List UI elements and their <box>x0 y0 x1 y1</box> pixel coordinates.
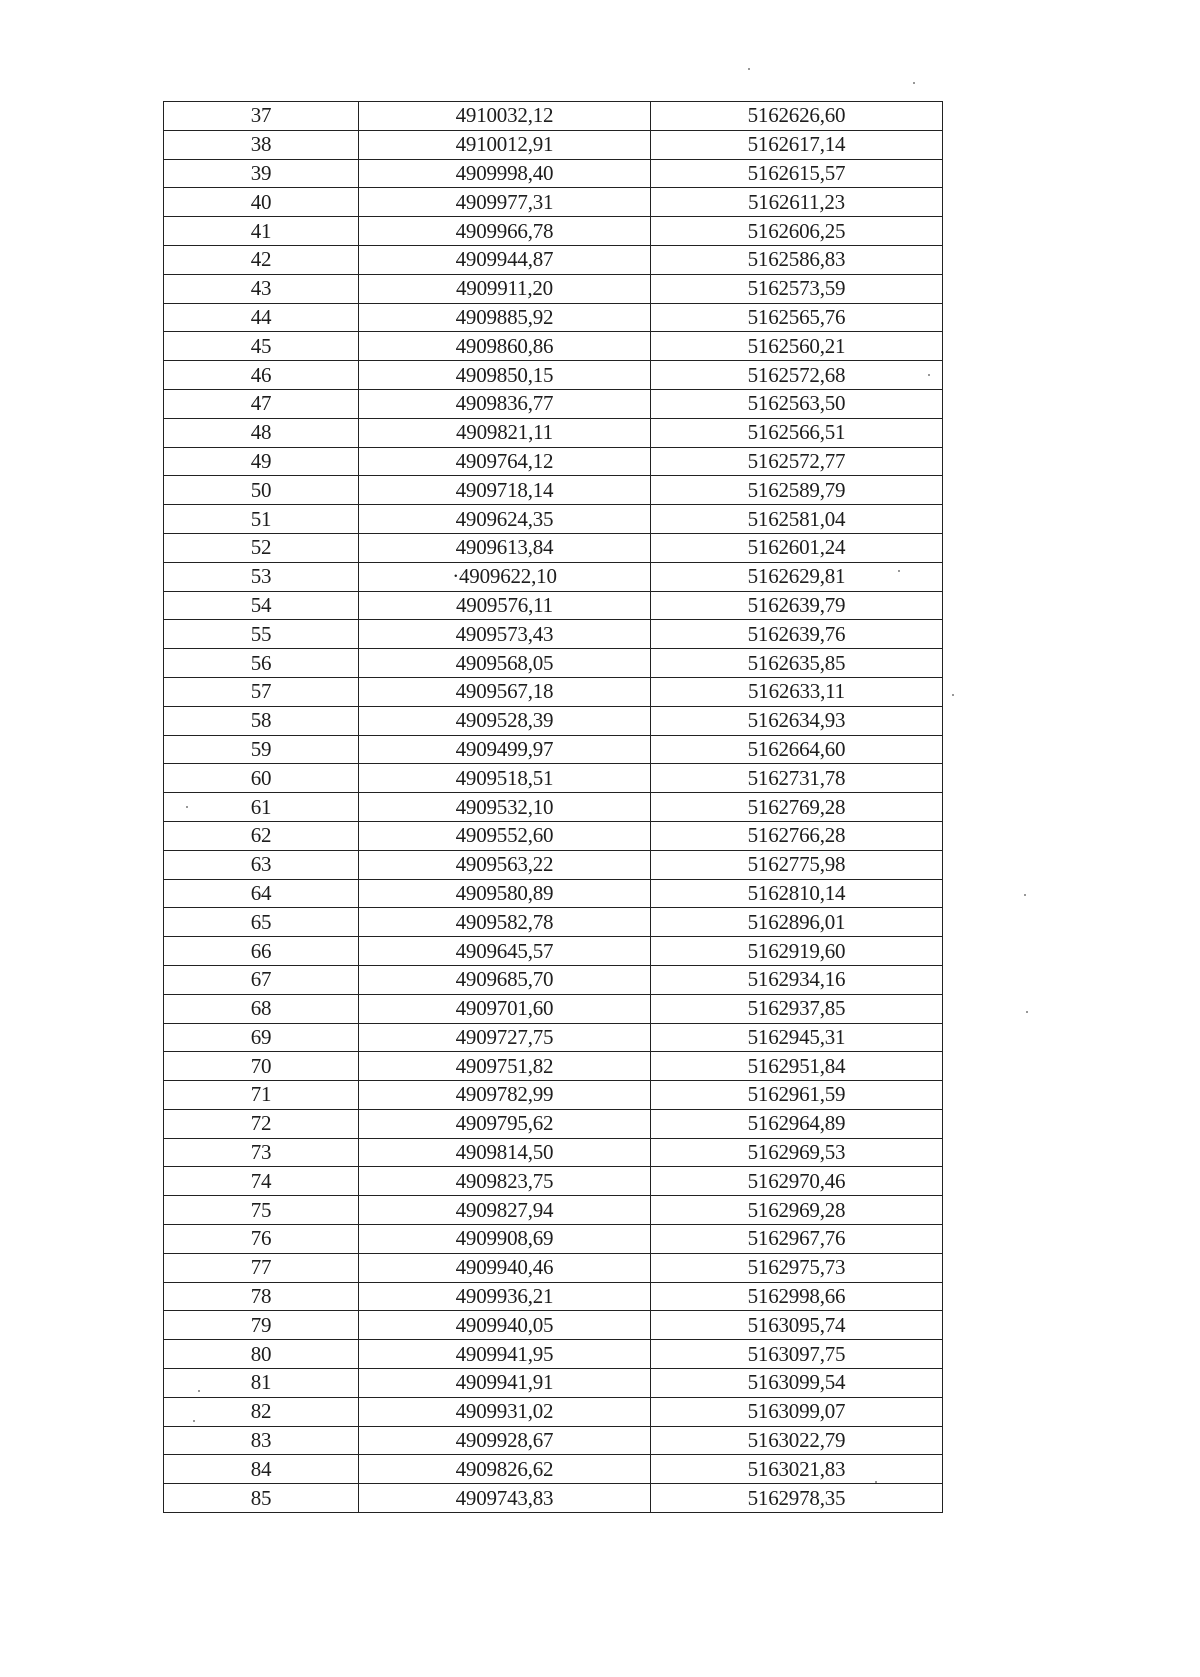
table-row <box>164 274 943 303</box>
table-row <box>164 735 943 764</box>
x-coordinate-cell: 4909977,31 <box>359 188 651 217</box>
point-number-cell: 62 <box>164 821 359 850</box>
x-coordinate-cell: 4909718,14 <box>359 476 651 505</box>
point-number-cell: 77 <box>164 1253 359 1282</box>
x-coordinate-cell: 4909645,57 <box>359 937 651 966</box>
table-row <box>164 1455 943 1484</box>
scan-speck <box>1026 1011 1028 1013</box>
point-number-cell: 82 <box>164 1397 359 1426</box>
x-coordinate-cell: 4909568,05 <box>359 649 651 678</box>
y-coordinate-cell: 5162937,85 <box>651 994 943 1023</box>
coordinates-table-body <box>164 102 943 1513</box>
point-number-cell: 42 <box>164 245 359 274</box>
point-number-cell: 75 <box>164 1196 359 1225</box>
coordinates-table <box>163 101 943 1513</box>
y-coordinate-cell: 5162934,16 <box>651 965 943 994</box>
y-coordinate-cell: 5162606,25 <box>651 217 943 246</box>
point-number-cell: 64 <box>164 879 359 908</box>
point-number-cell: 40 <box>164 188 359 217</box>
point-number-cell: 52 <box>164 533 359 562</box>
point-number-cell: 66 <box>164 937 359 966</box>
x-coordinate-cell: 4909908,69 <box>359 1225 651 1254</box>
x-coordinate-cell: 4909941,91 <box>359 1369 651 1398</box>
y-coordinate-cell: 5163099,54 <box>651 1369 943 1398</box>
x-coordinate-cell: 4909576,11 <box>359 591 651 620</box>
point-number-cell: 47 <box>164 389 359 418</box>
table-row <box>164 217 943 246</box>
point-number-cell: 57 <box>164 677 359 706</box>
point-number-cell: 70 <box>164 1052 359 1081</box>
point-number-cell: 38 <box>164 130 359 159</box>
x-coordinate-cell: 4909624,35 <box>359 505 651 534</box>
y-coordinate-cell: 5162635,85 <box>651 649 943 678</box>
y-coordinate-cell: 5162919,60 <box>651 937 943 966</box>
point-number-cell: 72 <box>164 1109 359 1138</box>
point-number-cell: 69 <box>164 1023 359 1052</box>
x-coordinate-cell: 4909743,83 <box>359 1484 651 1513</box>
x-coordinate-cell: 4909518,51 <box>359 764 651 793</box>
table-row <box>164 994 943 1023</box>
y-coordinate-cell: 5162615,57 <box>651 159 943 188</box>
table-row <box>164 1081 943 1110</box>
point-number-cell: 68 <box>164 994 359 1023</box>
y-coordinate-cell: 5162731,78 <box>651 764 943 793</box>
table-row <box>164 1253 943 1282</box>
x-coordinate-cell: 4909940,05 <box>359 1311 651 1340</box>
y-coordinate-cell: 5162964,89 <box>651 1109 943 1138</box>
y-coordinate-cell: 5162998,66 <box>651 1282 943 1311</box>
table-row <box>164 505 943 534</box>
point-number-cell: 63 <box>164 850 359 879</box>
point-number-cell: 41 <box>164 217 359 246</box>
table-row <box>164 1282 943 1311</box>
table-row <box>164 1484 943 1513</box>
point-number-cell: 61 <box>164 793 359 822</box>
scan-speck <box>952 694 954 696</box>
x-coordinate-cell: 4909567,18 <box>359 677 651 706</box>
y-coordinate-cell: 5162775,98 <box>651 850 943 879</box>
point-number-cell: 58 <box>164 706 359 735</box>
y-coordinate-cell: 5162626,60 <box>651 102 943 131</box>
table-row <box>164 649 943 678</box>
table-row <box>164 533 943 562</box>
x-coordinate-cell: 4909998,40 <box>359 159 651 188</box>
x-coordinate-cell: 4909936,21 <box>359 1282 651 1311</box>
x-coordinate-cell: 4909573,43 <box>359 620 651 649</box>
y-coordinate-cell: 5162589,79 <box>651 476 943 505</box>
point-number-cell: 37 <box>164 102 359 131</box>
y-coordinate-cell: 5162611,23 <box>651 188 943 217</box>
x-coordinate-cell: 4909727,75 <box>359 1023 651 1052</box>
x-coordinate-cell: 4909528,39 <box>359 706 651 735</box>
y-coordinate-cell: 5162572,68 <box>651 361 943 390</box>
y-coordinate-cell: 5163099,07 <box>651 1397 943 1426</box>
table-row <box>164 361 943 390</box>
table-row <box>164 965 943 994</box>
scan-speck <box>198 1390 200 1392</box>
table-row <box>164 1138 943 1167</box>
table-row <box>164 389 943 418</box>
x-coordinate-cell: 4909826,62 <box>359 1455 651 1484</box>
y-coordinate-cell: 5163021,83 <box>651 1455 943 1484</box>
y-coordinate-cell: 5162970,46 <box>651 1167 943 1196</box>
x-coordinate-cell: 4909941,95 <box>359 1340 651 1369</box>
point-number-cell: 50 <box>164 476 359 505</box>
x-coordinate-cell: 4909532,10 <box>359 793 651 822</box>
table-row <box>164 1052 943 1081</box>
table-row <box>164 188 943 217</box>
point-number-cell: 74 <box>164 1167 359 1196</box>
x-coordinate-cell: 4909795,62 <box>359 1109 651 1138</box>
x-coordinate-cell: 4909823,75 <box>359 1167 651 1196</box>
table-row <box>164 937 943 966</box>
point-number-cell: 71 <box>164 1081 359 1110</box>
x-coordinate-cell: 4910032,12 <box>359 102 651 131</box>
scan-speck <box>186 806 188 808</box>
x-coordinate-cell: 4909499,97 <box>359 735 651 764</box>
x-coordinate-cell: 4909966,78 <box>359 217 651 246</box>
point-number-cell: 83 <box>164 1426 359 1455</box>
table-row <box>164 102 943 131</box>
table-row <box>164 591 943 620</box>
y-coordinate-cell: 5162601,24 <box>651 533 943 562</box>
x-coordinate-cell: 4909701,60 <box>359 994 651 1023</box>
point-number-cell: 78 <box>164 1282 359 1311</box>
point-number-cell: 39 <box>164 159 359 188</box>
x-coordinate-cell: 4909860,86 <box>359 332 651 361</box>
y-coordinate-cell: 5162664,60 <box>651 735 943 764</box>
scan-speck <box>898 570 900 572</box>
y-coordinate-cell: 5163097,75 <box>651 1340 943 1369</box>
point-number-cell: 46 <box>164 361 359 390</box>
table-row <box>164 159 943 188</box>
x-coordinate-cell: 4909563,22 <box>359 850 651 879</box>
table-row <box>164 706 943 735</box>
x-coordinate-cell: 4909685,70 <box>359 965 651 994</box>
point-number-cell: 56 <box>164 649 359 678</box>
y-coordinate-cell: 5162572,77 <box>651 447 943 476</box>
table-row <box>164 447 943 476</box>
table-row <box>164 562 943 591</box>
y-coordinate-cell: 5162581,04 <box>651 505 943 534</box>
table-row <box>164 1023 943 1052</box>
table-row <box>164 332 943 361</box>
x-coordinate-cell: 4909928,67 <box>359 1426 651 1455</box>
y-coordinate-cell: 5162639,76 <box>651 620 943 649</box>
point-number-cell: 73 <box>164 1138 359 1167</box>
y-coordinate-cell: 5162565,76 <box>651 303 943 332</box>
y-coordinate-cell: 5162566,51 <box>651 418 943 447</box>
table-row <box>164 879 943 908</box>
point-number-cell: 55 <box>164 620 359 649</box>
table-row <box>164 1426 943 1455</box>
point-number-cell: 54 <box>164 591 359 620</box>
y-coordinate-cell: 5162629,81 <box>651 562 943 591</box>
table-row <box>164 1196 943 1225</box>
table-row <box>164 1311 943 1340</box>
y-coordinate-cell: 5162961,59 <box>651 1081 943 1110</box>
x-coordinate-cell: 4909850,15 <box>359 361 651 390</box>
x-coordinate-cell: 4909827,94 <box>359 1196 651 1225</box>
y-coordinate-cell: 5162634,93 <box>651 706 943 735</box>
point-number-cell: 79 <box>164 1311 359 1340</box>
point-number-cell: 43 <box>164 274 359 303</box>
y-coordinate-cell: 5162766,28 <box>651 821 943 850</box>
y-coordinate-cell: 5163095,74 <box>651 1311 943 1340</box>
y-coordinate-cell: 5162573,59 <box>651 274 943 303</box>
x-coordinate-cell: 4909582,78 <box>359 908 651 937</box>
x-coordinate-cell: 4909751,82 <box>359 1052 651 1081</box>
table-row <box>164 821 943 850</box>
x-coordinate-cell: 4909821,11 <box>359 418 651 447</box>
x-coordinate-cell: 4909764,12 <box>359 447 651 476</box>
point-number-cell: 67 <box>164 965 359 994</box>
point-number-cell: 59 <box>164 735 359 764</box>
scan-speck <box>928 374 930 376</box>
point-number-cell: 85 <box>164 1484 359 1513</box>
x-coordinate-cell: 4909613,84 <box>359 533 651 562</box>
table-row <box>164 620 943 649</box>
point-number-cell: 81 <box>164 1369 359 1398</box>
y-coordinate-cell: 5162967,76 <box>651 1225 943 1254</box>
scan-speck <box>913 82 915 84</box>
y-coordinate-cell: 5162560,21 <box>651 332 943 361</box>
table-row <box>164 850 943 879</box>
x-coordinate-cell: 4909836,77 <box>359 389 651 418</box>
table-row <box>164 764 943 793</box>
y-coordinate-cell: 5162969,28 <box>651 1196 943 1225</box>
table-row <box>164 793 943 822</box>
y-coordinate-cell: 5162633,11 <box>651 677 943 706</box>
point-number-cell: 51 <box>164 505 359 534</box>
y-coordinate-cell: 5162975,73 <box>651 1253 943 1282</box>
y-coordinate-cell: 5162586,83 <box>651 245 943 274</box>
table-row <box>164 476 943 505</box>
table-row <box>164 1340 943 1369</box>
table-row <box>164 1369 943 1398</box>
point-number-cell: 76 <box>164 1225 359 1254</box>
table-row <box>164 418 943 447</box>
x-coordinate-cell: 4909580,89 <box>359 879 651 908</box>
point-number-cell: 48 <box>164 418 359 447</box>
x-coordinate-cell: 4909944,87 <box>359 245 651 274</box>
x-coordinate-cell: 4909814,50 <box>359 1138 651 1167</box>
table-row <box>164 677 943 706</box>
table-row <box>164 245 943 274</box>
y-coordinate-cell: 5162769,28 <box>651 793 943 822</box>
x-coordinate-cell: 4909931,02 <box>359 1397 651 1426</box>
table-row <box>164 303 943 332</box>
y-coordinate-cell: 5162945,31 <box>651 1023 943 1052</box>
point-number-cell: 44 <box>164 303 359 332</box>
y-coordinate-cell: 5162563,50 <box>651 389 943 418</box>
scan-speck <box>748 68 750 70</box>
point-number-cell: 49 <box>164 447 359 476</box>
scan-speck <box>193 1420 195 1422</box>
x-coordinate-cell: 4909552,60 <box>359 821 651 850</box>
scan-speck <box>1024 894 1026 896</box>
y-coordinate-cell: 5162639,79 <box>651 591 943 620</box>
x-coordinate-cell: ·4909622,10 <box>359 562 651 591</box>
table-row <box>164 1167 943 1196</box>
x-coordinate-cell: 4909911,20 <box>359 274 651 303</box>
x-coordinate-cell: 4909885,92 <box>359 303 651 332</box>
table-row <box>164 1109 943 1138</box>
table-row <box>164 1397 943 1426</box>
table-row <box>164 130 943 159</box>
table-row <box>164 908 943 937</box>
y-coordinate-cell: 5162969,53 <box>651 1138 943 1167</box>
y-coordinate-cell: 5162617,14 <box>651 130 943 159</box>
y-coordinate-cell: 5162951,84 <box>651 1052 943 1081</box>
y-coordinate-cell: 5163022,79 <box>651 1426 943 1455</box>
scan-speck <box>875 1481 877 1483</box>
x-coordinate-cell: 4910012,91 <box>359 130 651 159</box>
point-number-cell: 53 <box>164 562 359 591</box>
y-coordinate-cell: 5162978,35 <box>651 1484 943 1513</box>
point-number-cell: 45 <box>164 332 359 361</box>
x-coordinate-cell: 4909782,99 <box>359 1081 651 1110</box>
point-number-cell: 65 <box>164 908 359 937</box>
x-coordinate-cell: 4909940,46 <box>359 1253 651 1282</box>
y-coordinate-cell: 5162810,14 <box>651 879 943 908</box>
y-coordinate-cell: 5162896,01 <box>651 908 943 937</box>
table-row <box>164 1225 943 1254</box>
point-number-cell: 80 <box>164 1340 359 1369</box>
point-number-cell: 60 <box>164 764 359 793</box>
point-number-cell: 84 <box>164 1455 359 1484</box>
